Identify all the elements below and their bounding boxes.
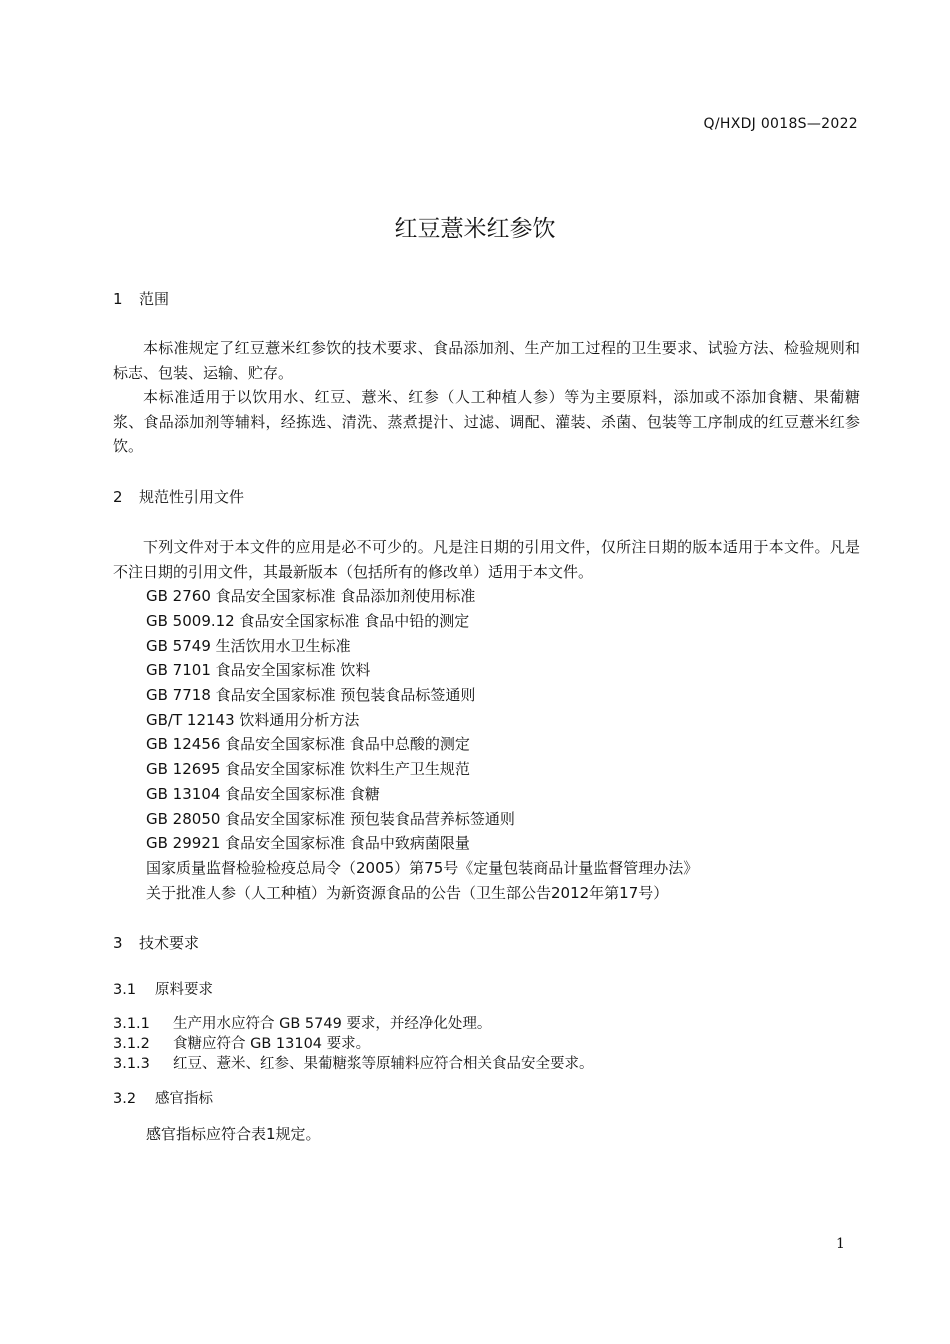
scope-paragraph-2: 本标准适用于以饮用水、红豆、薏米、红参（人工种植人参）等为主要原料，添加或不添加食糖、果葡糖浆、食品添加剂等辅料，经拣选、清洗、蒸煮提汁、过滤、调配、灌装、杀菌、包装等工序制成的红豆薏米红参饮。 (113, 388, 860, 455)
item-number: 3.1.2 (113, 1036, 150, 1052)
reference-item: 国家质量监督检验检疫总局令（2005）第75号《定量包装商品计量监督管理办法》 (146, 859, 699, 877)
subsection-heading-sensory (113, 1087, 213, 1108)
reference-item: GB 5009.12 食品安全国家标准 食品中铅的测定 (146, 612, 470, 630)
reference-item: GB 28050 食品安全国家标准 预包装食品营养标签通则 (146, 810, 515, 828)
item-text: 生产用水应符合 GB 5749 要求，并经净化处理。 (173, 1016, 492, 1032)
scope-paragraph-1: 本标准规定了红豆薏米红参饮的技术要求、食品添加剂、生产加工过程的卫生要求、试验方法、检验规则和标志、包装、运输、贮存。 (113, 339, 860, 382)
requirement-item (113, 1052, 594, 1073)
page-number: 1 (836, 1236, 845, 1252)
reference-item: GB 12695 食品安全国家标准 饮料生产卫生规范 (146, 760, 470, 778)
references-intro: 下列文件对于本文件的应用是必不可少的。凡是注日期的引用文件，仅所注日期的版本适用于本文件。凡是不注日期的引用文件，其最新版本（包括所有的修改单）适用于本文件。 (113, 538, 860, 581)
section-number: 2 (113, 488, 123, 506)
page-title: 红豆薏米红参饮 (394, 216, 556, 242)
document-code: Q/HXDJ 0018S—2022 (703, 116, 858, 132)
subsection-heading-raw-materials (113, 978, 213, 999)
item-number: 3.1.1 (113, 1016, 150, 1032)
reference-item: 关于批准人参（人工种植）为新资源食品的公告（卫生部公告2012年第17号） (146, 884, 669, 902)
reference-item: GB 7101 食品安全国家标准 饮料 (146, 661, 371, 679)
subsection-title: 感官指标 (155, 1091, 213, 1107)
sensory-paragraph: 感官指标应符合表1规定。 (146, 1125, 321, 1143)
requirement-item (113, 1032, 370, 1053)
item-text: 红豆、薏米、红参、果葡糖浆等原辅料应符合相关食品安全要求。 (173, 1056, 594, 1072)
subsection-number: 3.2 (113, 1091, 137, 1107)
item-number: 3.1.3 (113, 1056, 150, 1072)
reference-item: GB 12456 食品安全国家标准 食品中总酸的测定 (146, 735, 470, 753)
section-number: 3 (113, 934, 123, 952)
section-title: 范围 (139, 290, 170, 308)
subsection-number: 3.1 (113, 982, 137, 998)
reference-item: GB 7718 食品安全国家标准 预包装食品标签通则 (146, 686, 476, 704)
requirement-item (113, 1012, 491, 1033)
subsection-title: 原料要求 (155, 982, 213, 998)
section-title: 规范性引用文件 (139, 488, 245, 506)
reference-item: GB 29921 食品安全国家标准 食品中致病菌限量 (146, 834, 470, 852)
section-title: 技术要求 (139, 934, 200, 952)
section-heading-scope (113, 288, 169, 309)
reference-item: GB 13104 食品安全国家标准 食糖 (146, 785, 380, 803)
reference-item: GB 5749 生活饮用水卫生标准 (146, 637, 351, 655)
reference-item: GB 2760 食品安全国家标准 食品添加剂使用标准 (146, 587, 476, 605)
section-heading-technical (113, 932, 199, 953)
section-heading-references (113, 486, 244, 507)
reference-item: GB/T 12143 饮料通用分析方法 (146, 711, 360, 729)
section-number: 1 (113, 290, 123, 308)
item-text: 食糖应符合 GB 13104 要求。 (173, 1036, 371, 1052)
